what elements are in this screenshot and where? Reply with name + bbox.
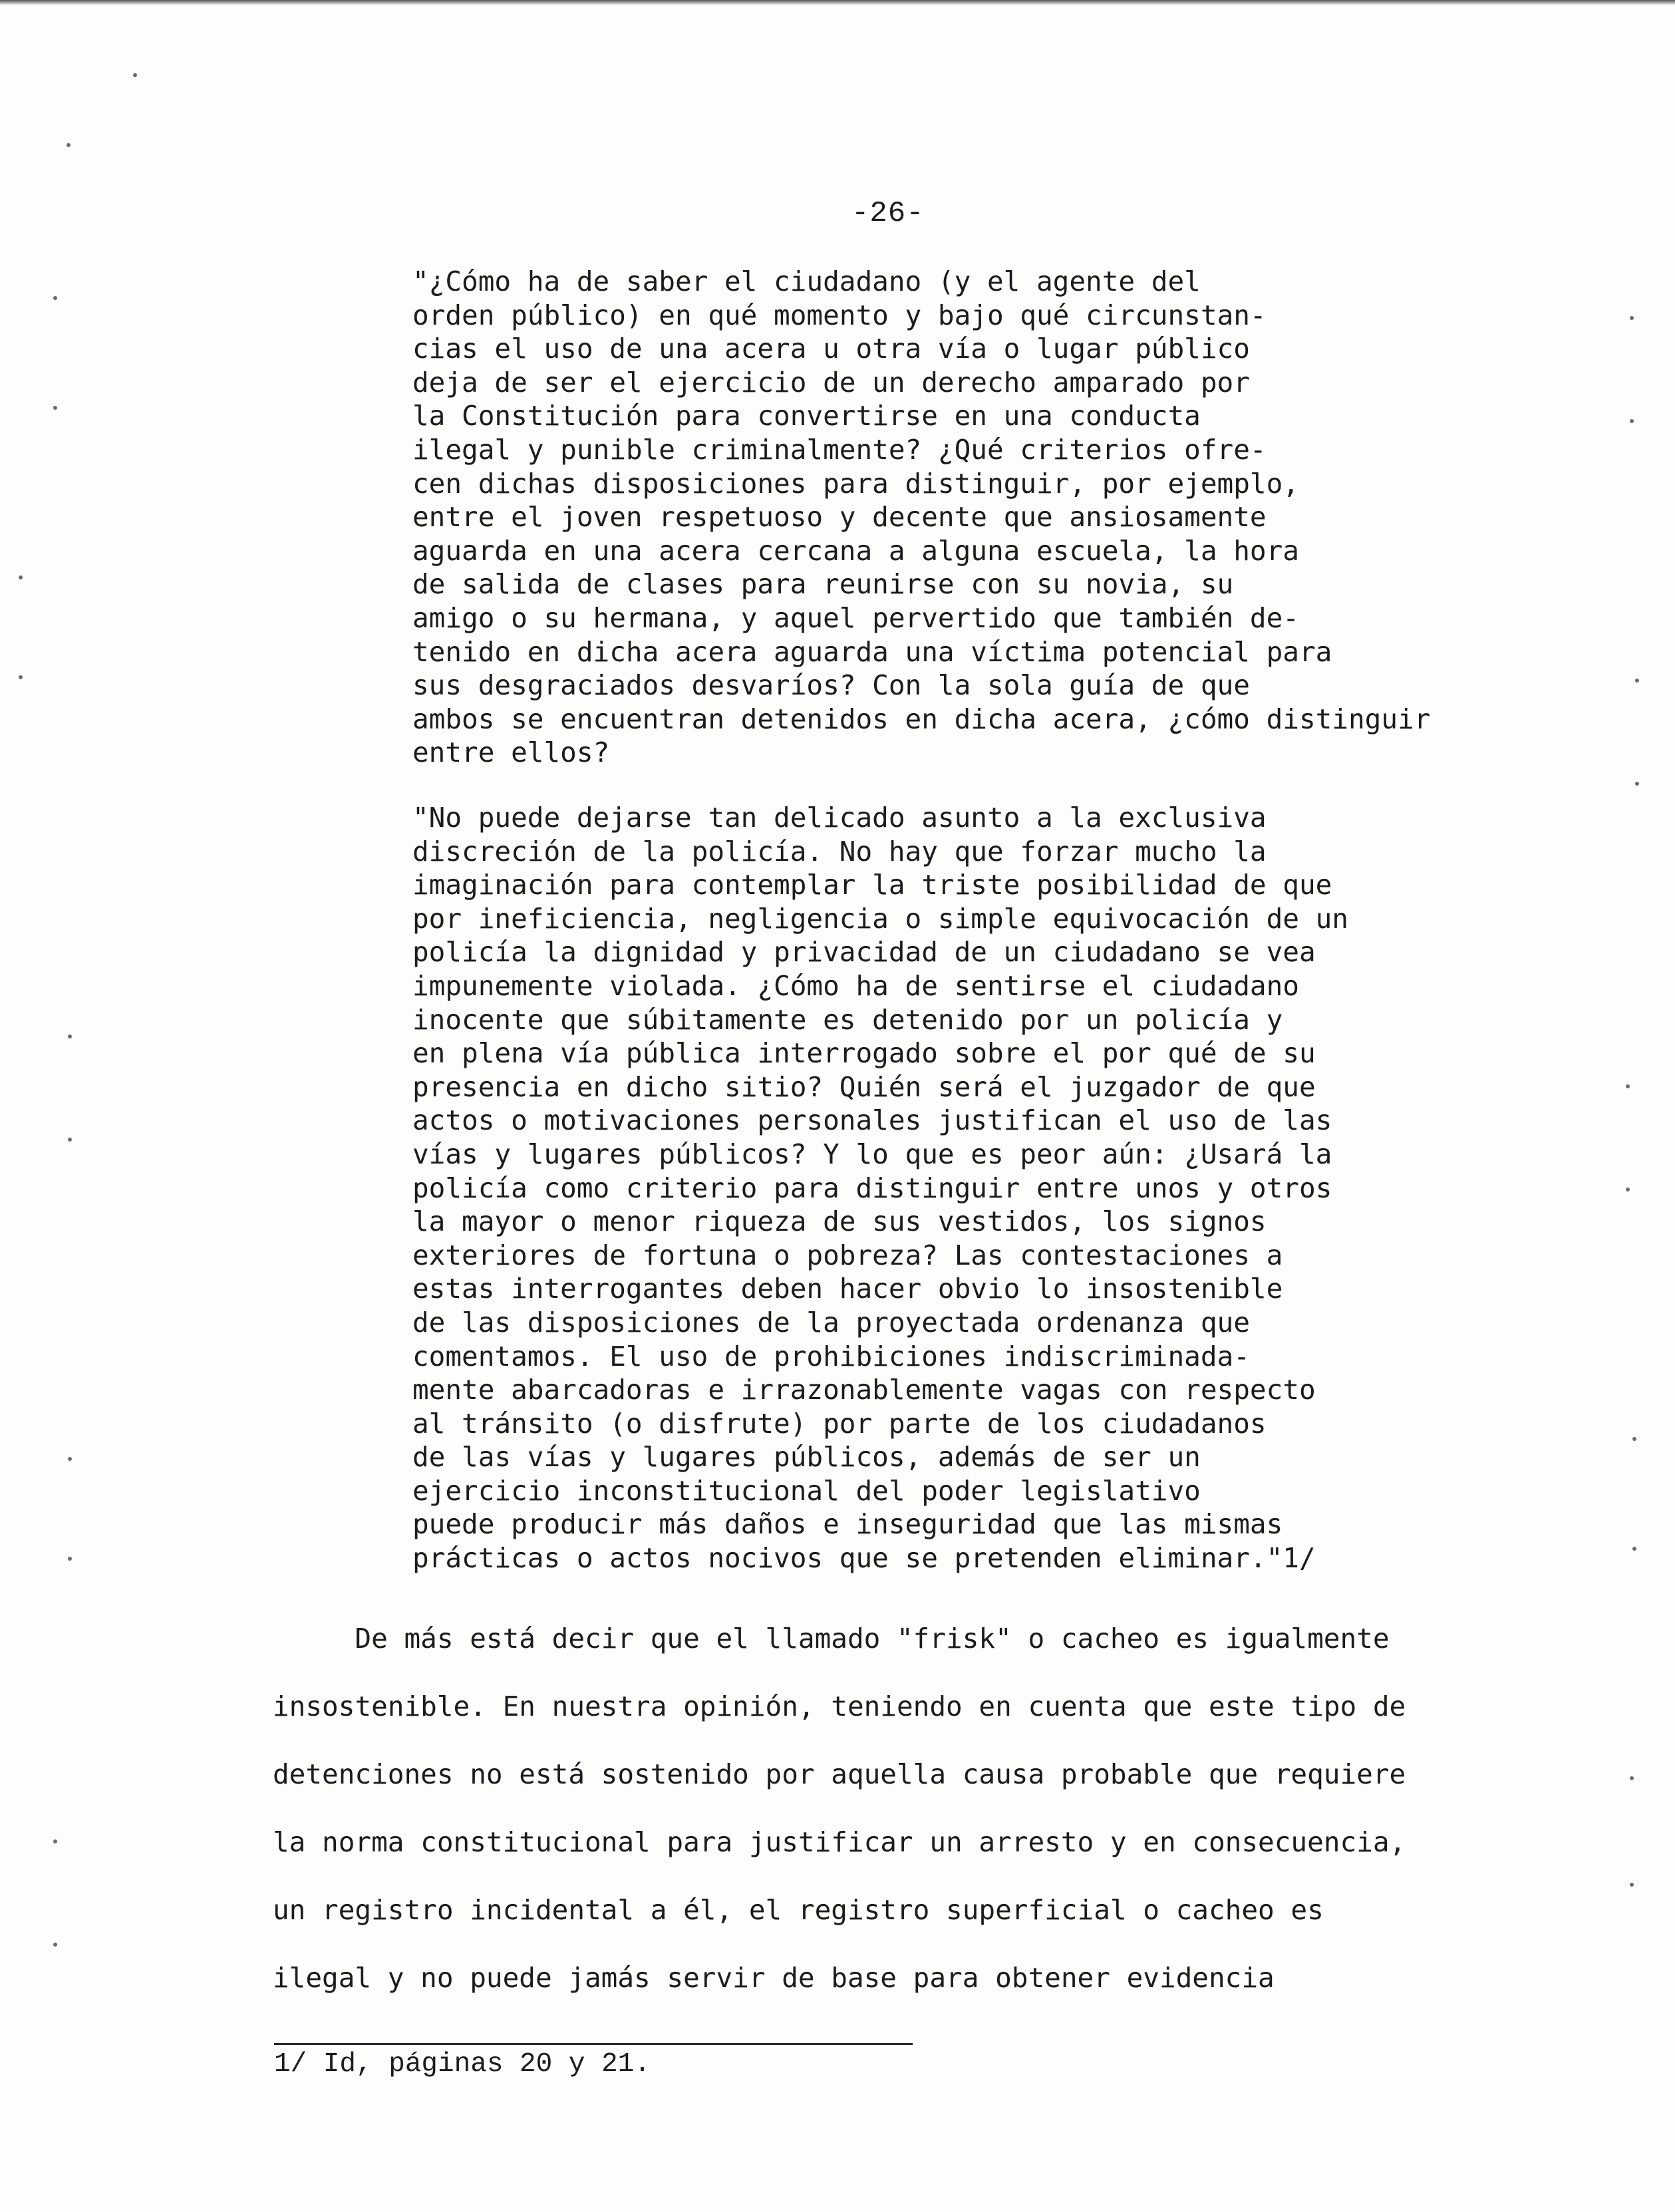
text-line: insostenible. En nuestra opinión, teniendo en cuenta que este tipo de — [273, 1690, 1406, 1722]
scan-speck — [1626, 1084, 1630, 1088]
text-line: vías y lugares públicos? Y lo que es peor aún: ¿Usará la — [412, 1138, 1332, 1170]
text-line: ilegal y punible criminalmente? ¿Qué criterios ofre- — [412, 433, 1267, 466]
text-line: policía como criterio para distinguir entre unos y otros — [412, 1172, 1332, 1204]
text-line: actos o motivaciones personales justifican el uso de las — [412, 1104, 1332, 1137]
scan-speck — [53, 1943, 57, 1947]
text-line: mente abarcadoras e irrazonablemente vagas con respecto — [412, 1374, 1316, 1406]
text-line: cen dichas disposiciones para distinguir, por ejemplo, — [412, 467, 1299, 500]
text-line: "No puede dejarse tan delicado asunto a la exclusiva — [412, 802, 1267, 834]
scan-speck — [68, 1557, 72, 1561]
text-line: presencia en dicho sitio? Quién será el juzgador de que — [412, 1070, 1316, 1103]
text-line: "¿Cómo ha de saber el ciudadano (y el agente del — [412, 265, 1201, 297]
scan-speck — [67, 143, 71, 147]
text-line: de salida de clases para reunirse con su novia, su — [412, 568, 1234, 601]
text-line: sus desgraciados desvaríos? Con la sola guía de que — [412, 669, 1250, 702]
text-line: ejercicio inconstitucional del poder legislativo — [412, 1474, 1201, 1507]
text-line: de las disposiciones de la proyectada ordenanza que — [412, 1306, 1250, 1339]
scan-speck — [19, 575, 23, 579]
block-quote-2 — [412, 801, 1543, 1575]
text-line: puede producir más daños e inseguridad que las mismas — [412, 1508, 1283, 1541]
scan-speck — [53, 296, 57, 300]
text-line: policía la dignidad y privacidad de un ciudadano se vea — [412, 936, 1316, 969]
scan-speck — [133, 73, 137, 77]
text-line: la Constitución para convertirse en una conducta — [412, 400, 1201, 432]
scan-speck — [1635, 679, 1639, 683]
scan-speck — [19, 675, 23, 679]
text-line: De más está decir que el llamado "frisk" o cacheo es igualmente — [273, 1623, 1390, 1655]
text-line: la mayor o menor riqueza de sus vestidos, los signos — [412, 1205, 1267, 1238]
text-line: exteriores de fortuna o pobreza? Las contestaciones a — [412, 1239, 1283, 1271]
text-line: orden público) en qué momento y bajo qué circunstan- — [412, 299, 1267, 331]
text-line: la norma constitucional para justificar un arresto y en consecuencia, — [273, 1826, 1406, 1858]
page-number: -26- — [851, 197, 925, 230]
scan-speck — [1630, 1883, 1634, 1887]
scan-top-edge — [0, 0, 1675, 5]
scan-speck — [53, 406, 57, 410]
footnote-rule — [274, 2043, 913, 2045]
scan-speck — [1630, 419, 1634, 423]
scan-speck — [68, 1138, 72, 1142]
scan-speck — [1635, 782, 1639, 786]
block-quote-1 — [412, 265, 1543, 770]
text-line: entre ellos? — [412, 736, 610, 769]
footnote: 1/ Id, páginas 20 y 21. — [274, 2049, 651, 2080]
text-line: ilegal y no puede jamás servir de base para obtener evidencia — [273, 1962, 1275, 1994]
text-line: ambos se encuentran detenidos en dicha acera, ¿cómo distinguir — [412, 703, 1431, 735]
text-line: tenido en dicha acera aguarda una víctima potencial para — [412, 635, 1332, 668]
text-line: de las vías y lugares públicos, además de ser un — [412, 1441, 1201, 1474]
text-line: aguarda en una acera cercana a alguna escuela, la hora — [412, 534, 1299, 567]
scan-speck — [1626, 1187, 1630, 1191]
text-line: al tránsito (o disfrute) por parte de los ciudadanos — [412, 1407, 1267, 1440]
scan-speck — [53, 1839, 57, 1843]
scan-speck — [1632, 1437, 1636, 1441]
text-line: comentamos. El uso de prohibiciones indiscriminada- — [412, 1340, 1250, 1372]
text-line: detenciones no está sostenido por aquella causa probable que requiere — [273, 1758, 1406, 1790]
text-line: deja de ser el ejercicio de un derecho amparado por — [412, 366, 1250, 398]
text-line: en plena vía pública interrogado sobre el por qué de su — [412, 1037, 1316, 1070]
text-line: estas interrogantes deben hacer obvio lo insostenible — [412, 1273, 1283, 1305]
text-line: inocente que súbitamente es detenido por un policía y — [412, 1003, 1283, 1036]
scan-speck — [1630, 1776, 1634, 1780]
scan-speck — [68, 1034, 72, 1038]
text-line: entre el joven respetuoso y decente que ansiosamente — [412, 501, 1267, 534]
scan-speck — [68, 1457, 72, 1461]
text-line: por ineficiencia, negligencia o simple equivocación de un — [412, 902, 1348, 935]
text-line: impunemente violada. ¿Cómo ha de sentirse el ciudadano — [412, 969, 1299, 1002]
text-line: imaginación para contemplar la triste posibilidad de que — [412, 869, 1332, 901]
text-line: un registro incidental a él, el registro superficial o cacheo es — [273, 1894, 1324, 1926]
scan-speck — [1632, 1547, 1636, 1551]
text-line: cias el uso de una acera u otra vía o lugar público — [412, 333, 1250, 365]
text-line: discreción de la policía. No hay que forzar mucho la — [412, 835, 1267, 868]
text-line: amigo o su hermana, y aquel pervertido que también de- — [412, 601, 1299, 634]
body-paragraph — [273, 1605, 1570, 2012]
text-line: prácticas o actos nocivos que se pretenden eliminar."1/ — [412, 1542, 1316, 1575]
scan-speck — [1630, 316, 1634, 320]
